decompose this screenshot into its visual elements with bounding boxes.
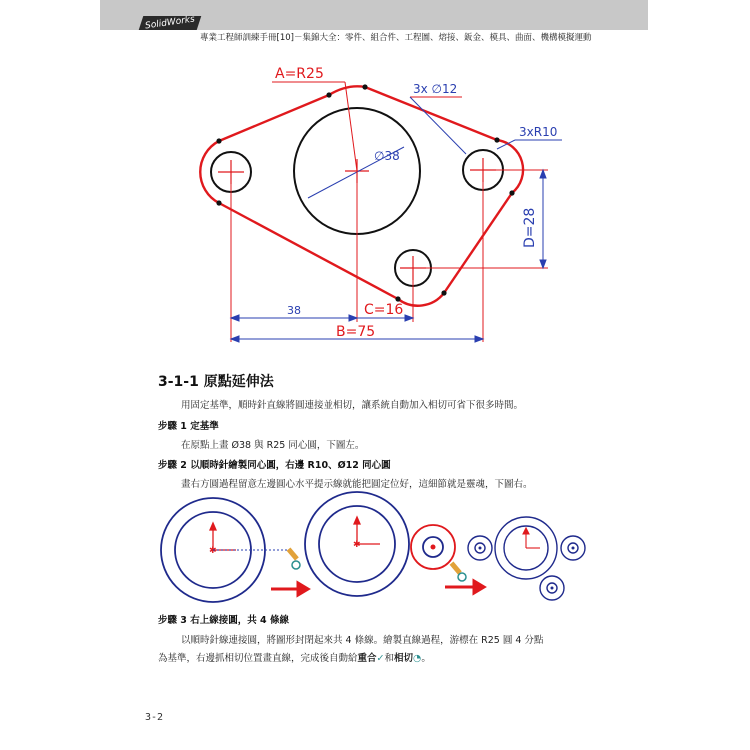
red-arrow-2 [445,581,484,593]
section-title: 3-1-1 原點延伸法 [158,374,274,390]
red-arrow-1 [271,583,308,595]
pencil-cursor-icon [287,547,300,569]
step3-title: 步驟 3 右上線接圓，共 4 條線 [158,615,289,626]
dim-a-label: A=R25 [275,66,324,82]
dim-c-label: C=16 [364,302,404,318]
dim-d-label: D=28 [522,207,538,248]
part-outline [200,86,523,305]
pencil-cursor-icon-2 [450,561,466,581]
book-subtitle: 專業工程師訓練手冊[10]－集錦大全：零件、組合件、工程圖、熔接、鈑金、模具、曲面、機構模擬運動 [200,33,592,43]
tangent-label: 相切 [394,653,414,664]
dim-fillets-label: 3xR10 [519,125,558,139]
coincident-icon: ✓ [376,653,385,664]
brand-logo: SolidWorks [144,14,196,32]
tangent-icon: ◔ [413,653,422,664]
dim-b-label: B=75 [336,324,376,340]
step2-text: 畫右方圓過程留意左邊圓心水平提示線就能把圓定位好，這細節就是靈魂，下圖右。 [181,479,533,490]
step1-text: 在原點上畫 Ø38 與 R25 同心圓，下圖左。 [181,440,365,451]
step3-text-line1: 以順時針線連接圓，將圖形封閉起來共 4 條線。繪製直線過程，游標在 R25 圓 4 分點 [181,635,544,646]
coincident-label: 重合 [357,653,377,664]
dim-38-label: 38 [287,304,301,317]
dim-holes-label: 3x ∅12 [413,82,458,96]
page-number: 3-2 [145,712,164,723]
step3-text-line2: 為基準，右邊抓相切位置畫直線，完成後自動給重合✓和相切◔。 [158,653,431,664]
step2-title: 步驟 2 以順時針繪製同心圓，右邊 R10、Ø12 同心圓 [158,460,391,471]
origin-star-1: ✱ [209,546,217,556]
intro-paragraph: 用固定基準，順時針直線將圓連接並相切，讓系統自動加入相切可省下很多時間。 [181,400,524,411]
dim-center-label: ∅38 [374,149,400,163]
step1-title: 步驟 1 定基準 [158,421,219,432]
tangent-points [216,84,514,301]
origin-star-2: ✱ [353,540,361,550]
